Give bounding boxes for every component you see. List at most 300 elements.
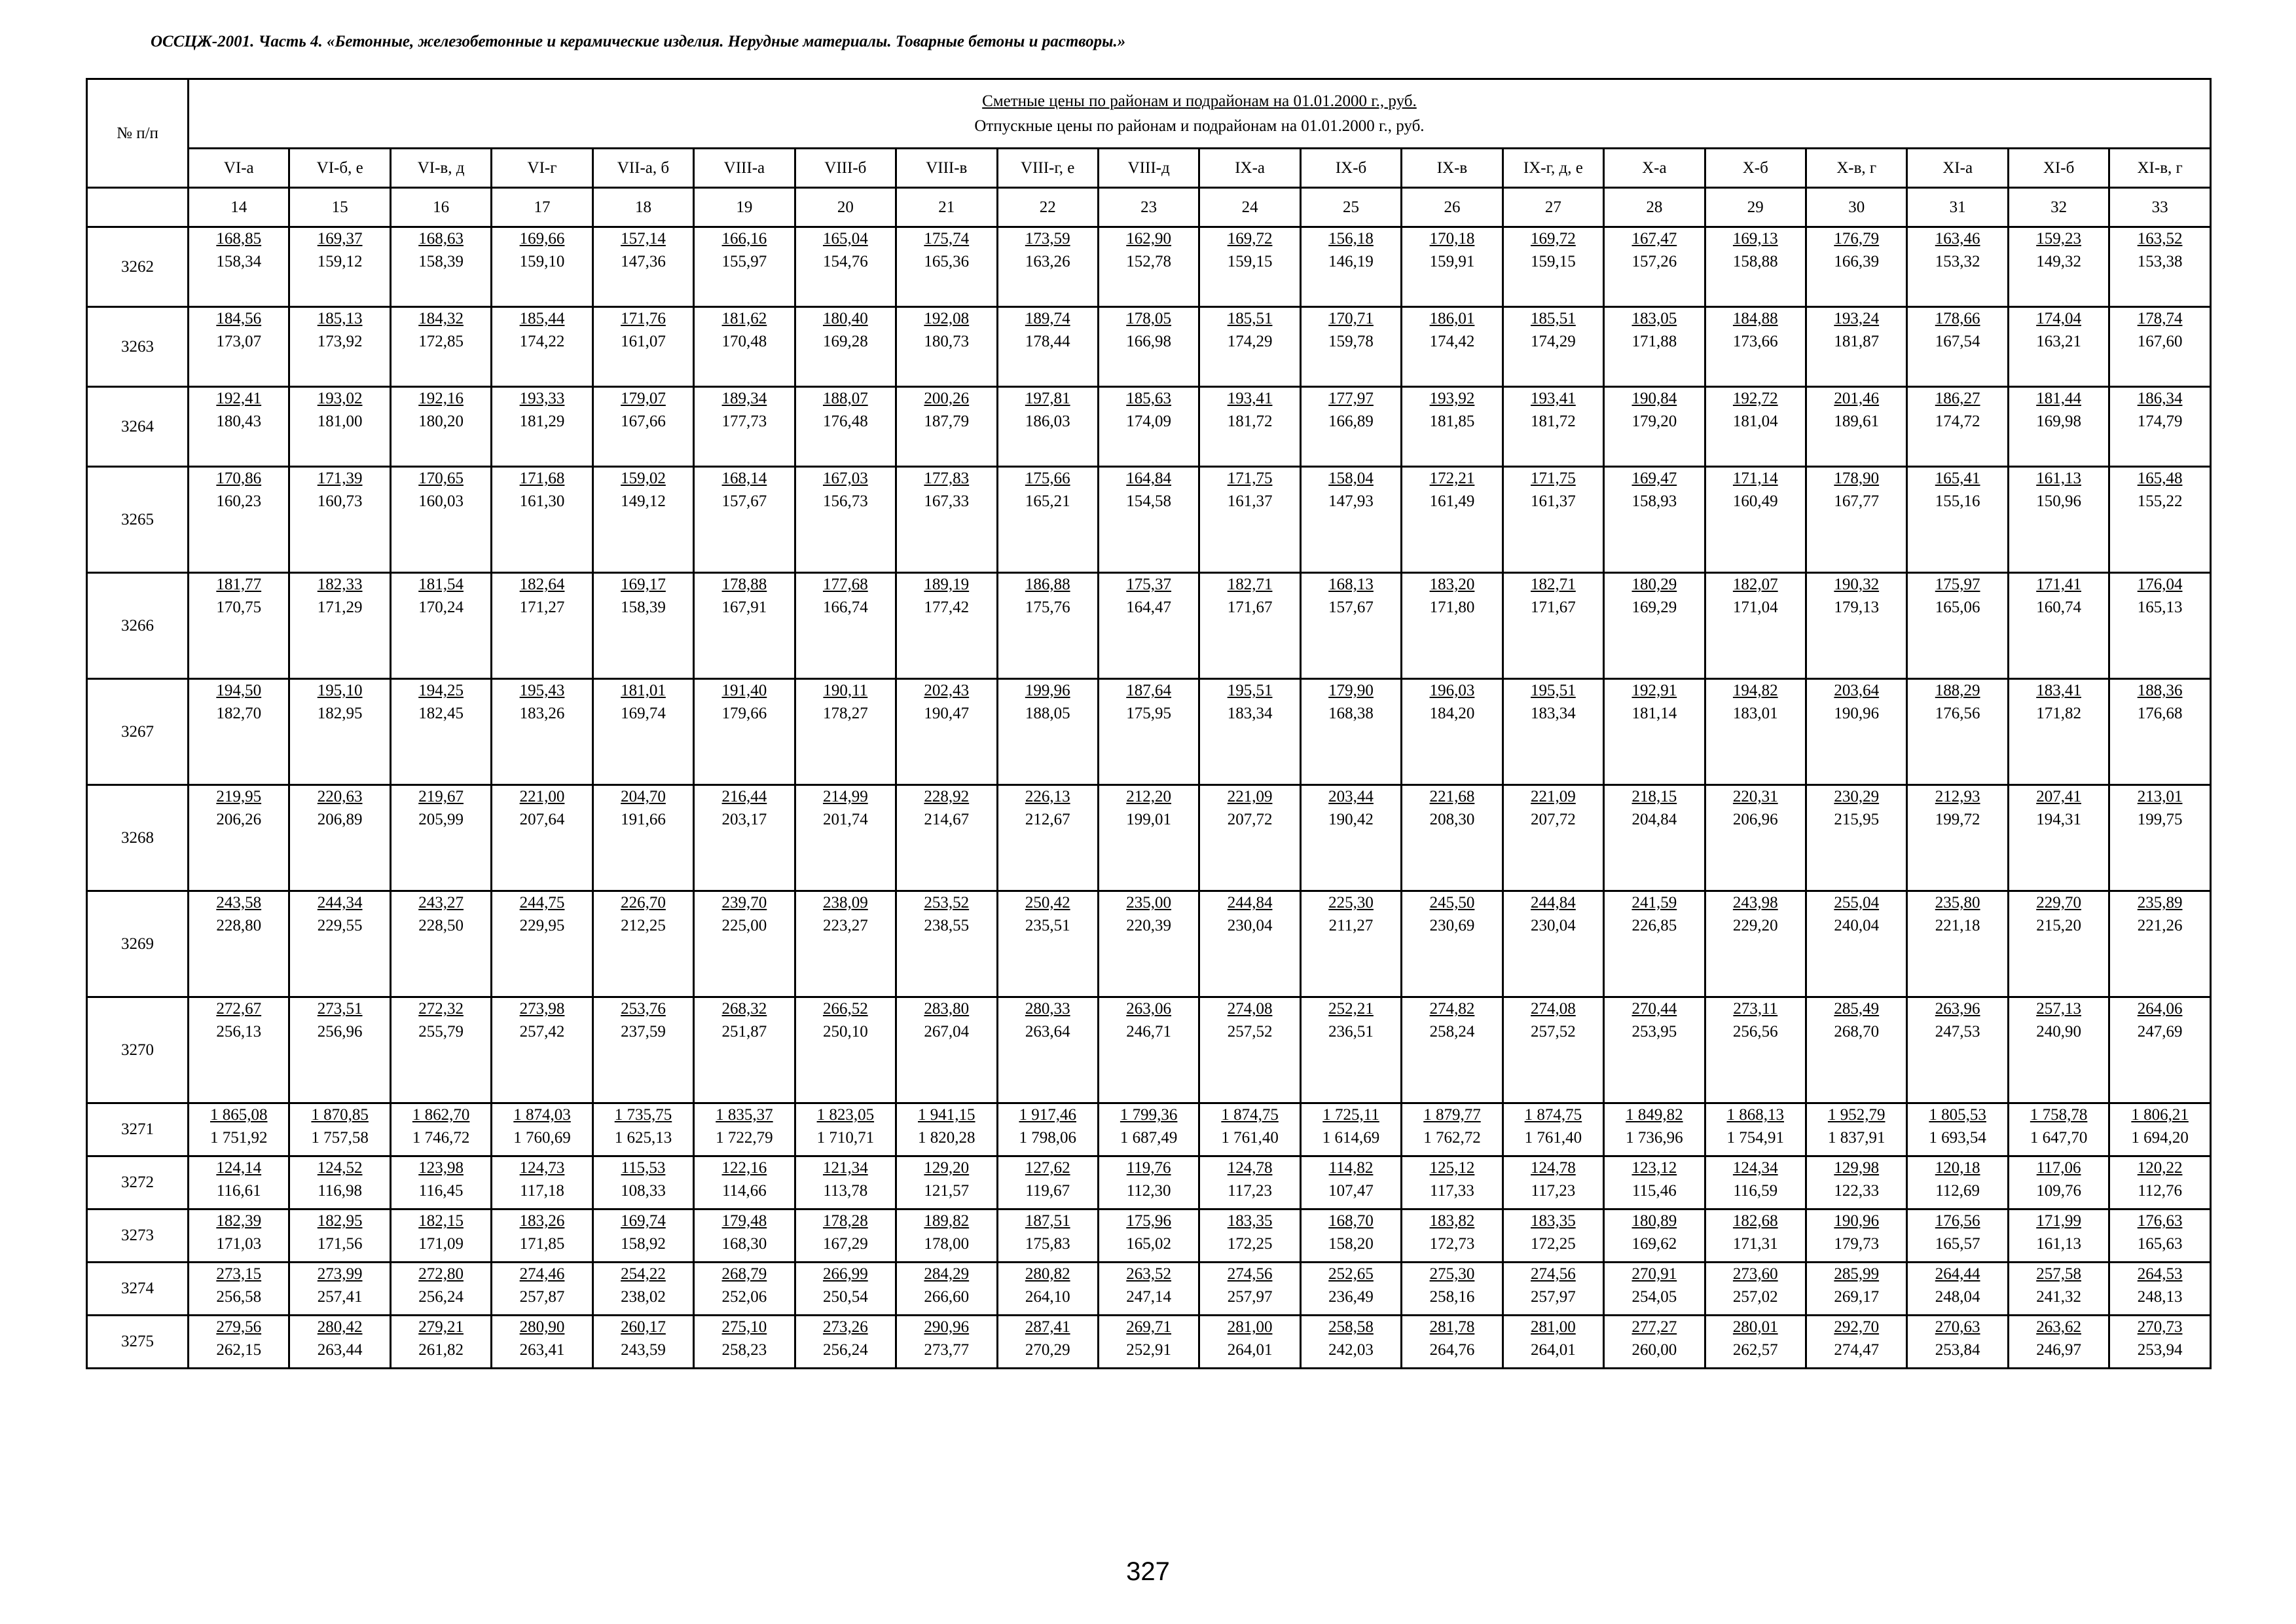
smetnaya-price: 183,35 [1227, 1212, 1273, 1230]
price-cell [795, 1103, 896, 1156]
price-cell [390, 679, 491, 785]
otpusknaya-price: 179,13 [1834, 599, 1880, 616]
otpusknaya-price: 274,47 [1834, 1341, 1880, 1359]
column-number: 27 [1503, 188, 1603, 227]
price-cell [492, 387, 592, 467]
otpusknaya-price: 117,18 [520, 1182, 564, 1200]
price-cell [289, 785, 390, 891]
otpusknaya-price: 172,73 [1429, 1235, 1475, 1253]
price-cell [390, 573, 491, 679]
smetnaya-price: 175,37 [1126, 576, 1172, 593]
price-cell [592, 307, 693, 387]
smetnaya-price: 235,89 [2137, 894, 2183, 912]
smetnaya-price: 183,35 [1531, 1212, 1576, 1230]
smetnaya-price: 159,02 [621, 470, 666, 487]
smetnaya-price: 193,92 [1429, 390, 1475, 407]
otpusknaya-price: 206,96 [1732, 811, 1778, 828]
price-cell [1907, 679, 2008, 785]
otpusknaya-price: 199,75 [2137, 811, 2183, 828]
otpusknaya-price: 212,25 [621, 917, 666, 934]
price-cell [1705, 1156, 1806, 1209]
smetnaya-price: 182,33 [317, 576, 363, 593]
smetnaya-price: 264,53 [2137, 1265, 2183, 1283]
smetnaya-price: 115,53 [621, 1159, 666, 1177]
otpusknaya-price: 1 837,91 [1827, 1129, 1886, 1147]
otpusknaya-price: 228,80 [216, 917, 262, 934]
price-cell [390, 1263, 491, 1316]
smetnaya-price: 119,76 [1126, 1159, 1171, 1177]
price-cell [390, 227, 491, 307]
otpusknaya-price: 238,55 [924, 917, 970, 934]
price-cell [1604, 1156, 1705, 1209]
smetnaya-price: 266,52 [822, 1000, 868, 1018]
price-cell [997, 997, 1098, 1103]
smetnaya-price: 270,44 [1631, 1000, 1677, 1018]
price-cell [1705, 573, 1806, 679]
price-cell [1098, 679, 1199, 785]
smetnaya-price: 228,92 [924, 788, 970, 805]
otpusknaya-price: 242,03 [1328, 1341, 1374, 1359]
smetnaya-price: 120,18 [1935, 1159, 1980, 1177]
price-cell [795, 387, 896, 467]
smetnaya-price: 182,15 [418, 1212, 464, 1230]
price-cell [1907, 1316, 2008, 1369]
price-cell [1705, 1263, 1806, 1316]
smetnaya-price: 214,99 [822, 788, 868, 805]
price-cell [795, 1209, 896, 1263]
otpusknaya-price: 226,85 [1631, 917, 1677, 934]
price-cell [289, 467, 390, 573]
smetnaya-price: 184,88 [1732, 310, 1778, 327]
smetnaya-price: 170,71 [1328, 310, 1374, 327]
price-cell [694, 307, 795, 387]
price-cell [492, 1316, 592, 1369]
otpusknaya-price: 156,73 [822, 492, 868, 510]
smetnaya-price: 257,13 [2036, 1000, 2081, 1018]
smetnaya-price: 213,01 [2137, 788, 2183, 805]
otpusknaya-price: 149,32 [2036, 253, 2081, 270]
otpusknaya-price: 263,44 [317, 1341, 363, 1359]
price-cell [997, 1209, 1098, 1263]
price-table [86, 78, 2212, 1369]
region-header: VIII-в [896, 149, 997, 188]
region-header: IX-в [1402, 149, 1503, 188]
smetnaya-price: 182,95 [317, 1212, 363, 1230]
price-cell [592, 997, 693, 1103]
price-cell [1604, 891, 1705, 997]
otpusknaya-price: 112,69 [1935, 1182, 1980, 1200]
price-cell [1604, 1209, 1705, 1263]
price-cell [1907, 891, 2008, 997]
smetnaya-price: 264,06 [2137, 1000, 2183, 1018]
smetnaya-price: 1 870,85 [311, 1106, 369, 1124]
price-cell [694, 785, 795, 891]
smetnaya-price: 123,98 [418, 1159, 464, 1177]
otpusknaya-price: 1 647,70 [2030, 1129, 2088, 1147]
otpusknaya-price: 1 761,40 [1221, 1129, 1279, 1147]
price-cell [492, 1263, 592, 1316]
otpusknaya-price: 172,25 [1531, 1235, 1576, 1253]
column-number: 25 [1300, 188, 1401, 227]
price-cell [1402, 1209, 1503, 1263]
otpusknaya-price: 116,98 [318, 1182, 363, 1200]
price-cell [1402, 227, 1503, 307]
otpusknaya-price: 122,33 [1834, 1182, 1880, 1200]
price-cell [1402, 387, 1503, 467]
otpusknaya-price: 215,20 [2036, 917, 2081, 934]
price-cell [1098, 467, 1199, 573]
otpusknaya-price: 159,10 [519, 253, 565, 270]
otpusknaya-price: 207,64 [519, 811, 565, 828]
otpusknaya-price: 163,26 [1025, 253, 1070, 270]
otpusknaya-price: 241,32 [2036, 1288, 2081, 1306]
otpusknaya-price: 215,95 [1834, 811, 1880, 828]
row-number: 3266 [87, 573, 189, 679]
otpusknaya-price: 154,76 [822, 253, 868, 270]
price-cell [1199, 785, 1300, 891]
otpusknaya-price: 171,80 [1429, 599, 1475, 616]
region-header: X-б [1705, 149, 1806, 188]
otpusknaya-price: 179,20 [1631, 413, 1677, 430]
smetnaya-price: 167,47 [1631, 230, 1677, 248]
otpusknaya-price: 273,77 [924, 1341, 970, 1359]
price-cell [694, 387, 795, 467]
otpusknaya-price: 1 746,72 [412, 1129, 470, 1147]
otpusknaya-price: 230,04 [1531, 917, 1576, 934]
smetnaya-price: 159,23 [2036, 230, 2081, 248]
smetnaya-price: 203,44 [1328, 788, 1374, 805]
otpusknaya-price: 190,96 [1834, 705, 1880, 722]
smetnaya-price: 1 799,36 [1120, 1106, 1178, 1124]
otpusknaya-price: 236,51 [1328, 1023, 1374, 1041]
otpusknaya-price: 146,19 [1328, 253, 1374, 270]
price-cell [997, 387, 1098, 467]
otpusknaya-price: 161,37 [1531, 492, 1576, 510]
smetnaya-price: 182,71 [1227, 576, 1273, 593]
smetnaya-price: 221,09 [1227, 788, 1273, 805]
price-cell [592, 891, 693, 997]
price-cell [1402, 1316, 1503, 1369]
price-cell [390, 891, 491, 997]
otpusknaya-price: 176,68 [2137, 705, 2183, 722]
price-cell [289, 1209, 390, 1263]
smetnaya-price: 273,26 [822, 1318, 868, 1336]
region-header: VIII-а [694, 149, 795, 188]
price-cell [492, 997, 592, 1103]
otpusknaya-price: 181,87 [1834, 333, 1880, 350]
column-number: 31 [1907, 188, 2008, 227]
price-cell [896, 1263, 997, 1316]
price-cell [1907, 1156, 2008, 1209]
price-cell [1907, 1209, 2008, 1263]
otpusknaya-price: 165,63 [2137, 1235, 2183, 1253]
otpusknaya-price: 150,96 [2036, 492, 2081, 510]
price-cell [1300, 785, 1401, 891]
smetnaya-price: 181,54 [418, 576, 464, 593]
smetnaya-price: 281,78 [1429, 1318, 1475, 1336]
smetnaya-price: 264,44 [1935, 1265, 1980, 1283]
price-cell [896, 387, 997, 467]
smetnaya-price: 171,14 [1732, 470, 1778, 487]
smetnaya-price: 182,07 [1732, 576, 1778, 593]
price-cell [694, 1316, 795, 1369]
price-cell [492, 1103, 592, 1156]
region-header-row [87, 149, 2211, 188]
otpusknaya-price: 186,03 [1025, 413, 1070, 430]
smetnaya-price: 166,16 [721, 230, 767, 248]
price-cell [390, 1316, 491, 1369]
otpusknaya-price: 263,41 [519, 1341, 565, 1359]
price-cell [1604, 227, 1705, 307]
price-cell [1705, 1103, 1806, 1156]
smetnaya-price: 168,70 [1328, 1212, 1374, 1230]
price-cell [1098, 997, 1199, 1103]
price-cell [694, 1209, 795, 1263]
price-cell [997, 679, 1098, 785]
otpusknaya-price: 201,74 [822, 811, 868, 828]
otpusknaya-price: 1 762,72 [1423, 1129, 1481, 1147]
price-cell [2109, 1316, 2211, 1369]
smetnaya-price: 273,60 [1732, 1265, 1778, 1283]
caption-otpusknye: Отпускные цены по районам и подрайонам на 01.01.2000 г., руб. [974, 117, 1425, 135]
column-number: 19 [694, 188, 795, 227]
otpusknaya-price: 171,67 [1531, 599, 1576, 616]
smetnaya-price: 263,62 [2036, 1318, 2081, 1336]
otpusknaya-price: 250,54 [822, 1288, 868, 1306]
otpusknaya-price: 167,66 [621, 413, 666, 430]
otpusknaya-price: 171,31 [1732, 1235, 1778, 1253]
column-number: 16 [390, 188, 491, 227]
column-number: 22 [997, 188, 1098, 227]
price-cell [997, 1103, 1098, 1156]
price-cell [592, 679, 693, 785]
price-cell [896, 307, 997, 387]
smetnaya-price: 280,82 [1025, 1265, 1070, 1283]
price-cell [189, 1156, 289, 1209]
otpusknaya-price: 171,85 [519, 1235, 565, 1253]
smetnaya-price: 1 952,79 [1827, 1106, 1886, 1124]
smetnaya-price: 129,98 [1834, 1159, 1880, 1177]
otpusknaya-price: 172,25 [1227, 1235, 1273, 1253]
otpusknaya-price: 169,74 [621, 705, 666, 722]
otpusknaya-price: 181,72 [1531, 413, 1576, 430]
price-cell [189, 1103, 289, 1156]
otpusknaya-price: 168,30 [721, 1235, 767, 1253]
smetnaya-price: 169,47 [1631, 470, 1677, 487]
otpusknaya-price: 199,01 [1126, 811, 1172, 828]
smetnaya-price: 165,04 [822, 230, 868, 248]
price-cell [390, 1156, 491, 1209]
price-cell [896, 467, 997, 573]
otpusknaya-price: 203,17 [721, 811, 767, 828]
price-cell [896, 1156, 997, 1209]
smetnaya-price: 122,16 [721, 1159, 767, 1177]
otpusknaya-price: 158,34 [216, 253, 262, 270]
otpusknaya-price: 165,36 [924, 253, 970, 270]
smetnaya-price: 244,75 [519, 894, 565, 912]
smetnaya-price: 287,41 [1025, 1318, 1070, 1336]
smetnaya-price: 1 917,46 [1019, 1106, 1076, 1124]
smetnaya-price: 185,51 [1531, 310, 1576, 327]
price-cell [1806, 307, 1907, 387]
price-cell [2109, 785, 2211, 891]
price-cell [1604, 997, 1705, 1103]
smetnaya-price: 174,04 [2036, 310, 2081, 327]
otpusknaya-price: 1 687,49 [1120, 1129, 1178, 1147]
table-row [87, 227, 2211, 307]
smetnaya-price: 164,84 [1126, 470, 1172, 487]
region-header: X-а [1604, 149, 1705, 188]
price-cell [1300, 573, 1401, 679]
smetnaya-price: 190,11 [823, 682, 868, 699]
price-cell [1503, 1316, 1603, 1369]
table-body [87, 227, 2211, 1369]
otpusknaya-price: 174,42 [1429, 333, 1475, 350]
otpusknaya-price: 207,72 [1531, 811, 1576, 828]
otpusknaya-price: 159,91 [1429, 253, 1475, 270]
price-cell [289, 573, 390, 679]
price-cell [997, 891, 1098, 997]
otpusknaya-price: 165,21 [1025, 492, 1070, 510]
price-cell [1503, 891, 1603, 997]
otpusknaya-price: 160,74 [2036, 599, 2081, 616]
otpusknaya-price: 171,82 [2036, 705, 2081, 722]
smetnaya-price: 120,22 [2137, 1159, 2183, 1177]
otpusknaya-price: 179,73 [1834, 1235, 1880, 1253]
smetnaya-price: 255,04 [1834, 894, 1880, 912]
otpusknaya-price: 149,12 [621, 492, 666, 510]
price-cell [592, 227, 693, 307]
otpusknaya-price: 155,22 [2137, 492, 2183, 510]
otpusknaya-price: 206,26 [216, 811, 262, 828]
otpusknaya-price: 183,34 [1531, 705, 1576, 722]
price-cell [1402, 307, 1503, 387]
otpusknaya-price: 155,16 [1935, 492, 1980, 510]
smetnaya-price: 273,51 [317, 1000, 363, 1018]
smetnaya-price: 268,32 [721, 1000, 767, 1018]
otpusknaya-price: 240,04 [1834, 917, 1880, 934]
price-cell [2109, 1103, 2211, 1156]
price-cell [289, 1156, 390, 1209]
smetnaya-price: 171,75 [1531, 470, 1576, 487]
table-row [87, 1209, 2211, 1263]
row-number: 3269 [87, 891, 189, 997]
price-cell [1806, 387, 1907, 467]
document-header: ОССЦЖ-2001. Часть 4. «Бетонные, железобетонные и керамические изделия. Нерудные материалы. Товарные бетоны и растворы.» [151, 33, 1126, 50]
price-cell [1402, 467, 1503, 573]
smetnaya-price: 281,00 [1227, 1318, 1273, 1336]
price-cell [1402, 997, 1503, 1103]
otpusknaya-price: 256,56 [1732, 1023, 1778, 1041]
smetnaya-price: 171,99 [2036, 1212, 2081, 1230]
price-cell [1806, 1263, 1907, 1316]
price-cell [1402, 1156, 1503, 1209]
otpusknaya-price: 160,49 [1732, 492, 1778, 510]
price-cell [592, 1316, 693, 1369]
otpusknaya-price: 261,82 [418, 1341, 464, 1359]
price-cell [1098, 573, 1199, 679]
smetnaya-price: 273,11 [1733, 1000, 1778, 1018]
otpusknaya-price: 173,66 [1732, 333, 1778, 350]
smetnaya-price: 186,88 [1025, 576, 1070, 593]
price-cell [289, 1103, 390, 1156]
table-row [87, 307, 2211, 387]
otpusknaya-price: 165,06 [1935, 599, 1980, 616]
region-header: VI-в, д [390, 149, 491, 188]
otpusknaya-price: 117,33 [1430, 1182, 1474, 1200]
price-cell [795, 307, 896, 387]
smetnaya-price: 178,74 [2137, 310, 2183, 327]
smetnaya-price: 123,12 [1631, 1159, 1677, 1177]
otpusknaya-price: 113,78 [823, 1182, 868, 1200]
smetnaya-price: 180,29 [1631, 576, 1677, 593]
table-row [87, 573, 2211, 679]
price-cell [1806, 679, 1907, 785]
row-number: 3268 [87, 785, 189, 891]
smetnaya-price: 192,16 [418, 390, 464, 407]
price-cell [1503, 997, 1603, 1103]
otpusknaya-price: 1 757,58 [311, 1129, 369, 1147]
price-cell [1199, 1263, 1300, 1316]
smetnaya-price: 266,99 [822, 1265, 868, 1283]
price-cell [795, 573, 896, 679]
smetnaya-price: 192,41 [216, 390, 262, 407]
smetnaya-price: 175,74 [924, 230, 970, 248]
smetnaya-price: 219,95 [216, 788, 262, 805]
smetnaya-price: 254,22 [621, 1265, 666, 1283]
smetnaya-price: 181,01 [621, 682, 666, 699]
smetnaya-price: 178,05 [1126, 310, 1172, 327]
smetnaya-price: 168,14 [721, 470, 767, 487]
price-cell [1199, 1103, 1300, 1156]
otpusknaya-price: 115,46 [1631, 1182, 1677, 1200]
price-cell [795, 1316, 896, 1369]
otpusknaya-price: 235,51 [1025, 917, 1070, 934]
smetnaya-price: 183,05 [1631, 310, 1677, 327]
otpusknaya-price: 181,72 [1227, 413, 1273, 430]
otpusknaya-price: 223,27 [822, 917, 868, 934]
smetnaya-price: 238,09 [822, 894, 868, 912]
price-cell [2109, 679, 2211, 785]
smetnaya-price: 124,34 [1732, 1159, 1778, 1177]
otpusknaya-price: 260,00 [1631, 1341, 1677, 1359]
price-cell [1806, 1103, 1907, 1156]
otpusknaya-price: 169,29 [1631, 599, 1677, 616]
otpusknaya-price: 153,32 [1935, 253, 1980, 270]
smetnaya-price: 280,01 [1732, 1318, 1778, 1336]
smetnaya-price: 192,08 [924, 310, 970, 327]
smetnaya-price: 190,96 [1834, 1212, 1880, 1230]
price-cell [1199, 1156, 1300, 1209]
otpusknaya-price: 158,93 [1631, 492, 1677, 510]
otpusknaya-price: 174,29 [1531, 333, 1576, 350]
otpusknaya-price: 268,70 [1834, 1023, 1880, 1041]
smetnaya-price: 165,48 [2137, 470, 2183, 487]
smetnaya-price: 188,07 [822, 390, 868, 407]
otpusknaya-price: 1 760,69 [513, 1129, 571, 1147]
price-cell [1199, 891, 1300, 997]
otpusknaya-price: 211,27 [1328, 917, 1374, 934]
smetnaya-price: 1 806,21 [2131, 1106, 2189, 1124]
smetnaya-price: 193,41 [1227, 390, 1273, 407]
smetnaya-price: 263,96 [1935, 1000, 1980, 1018]
price-cell [289, 227, 390, 307]
price-cell [2008, 997, 2109, 1103]
smetnaya-price: 195,51 [1531, 682, 1576, 699]
price-cell [492, 573, 592, 679]
price-cell [2109, 573, 2211, 679]
price-cell [1402, 679, 1503, 785]
